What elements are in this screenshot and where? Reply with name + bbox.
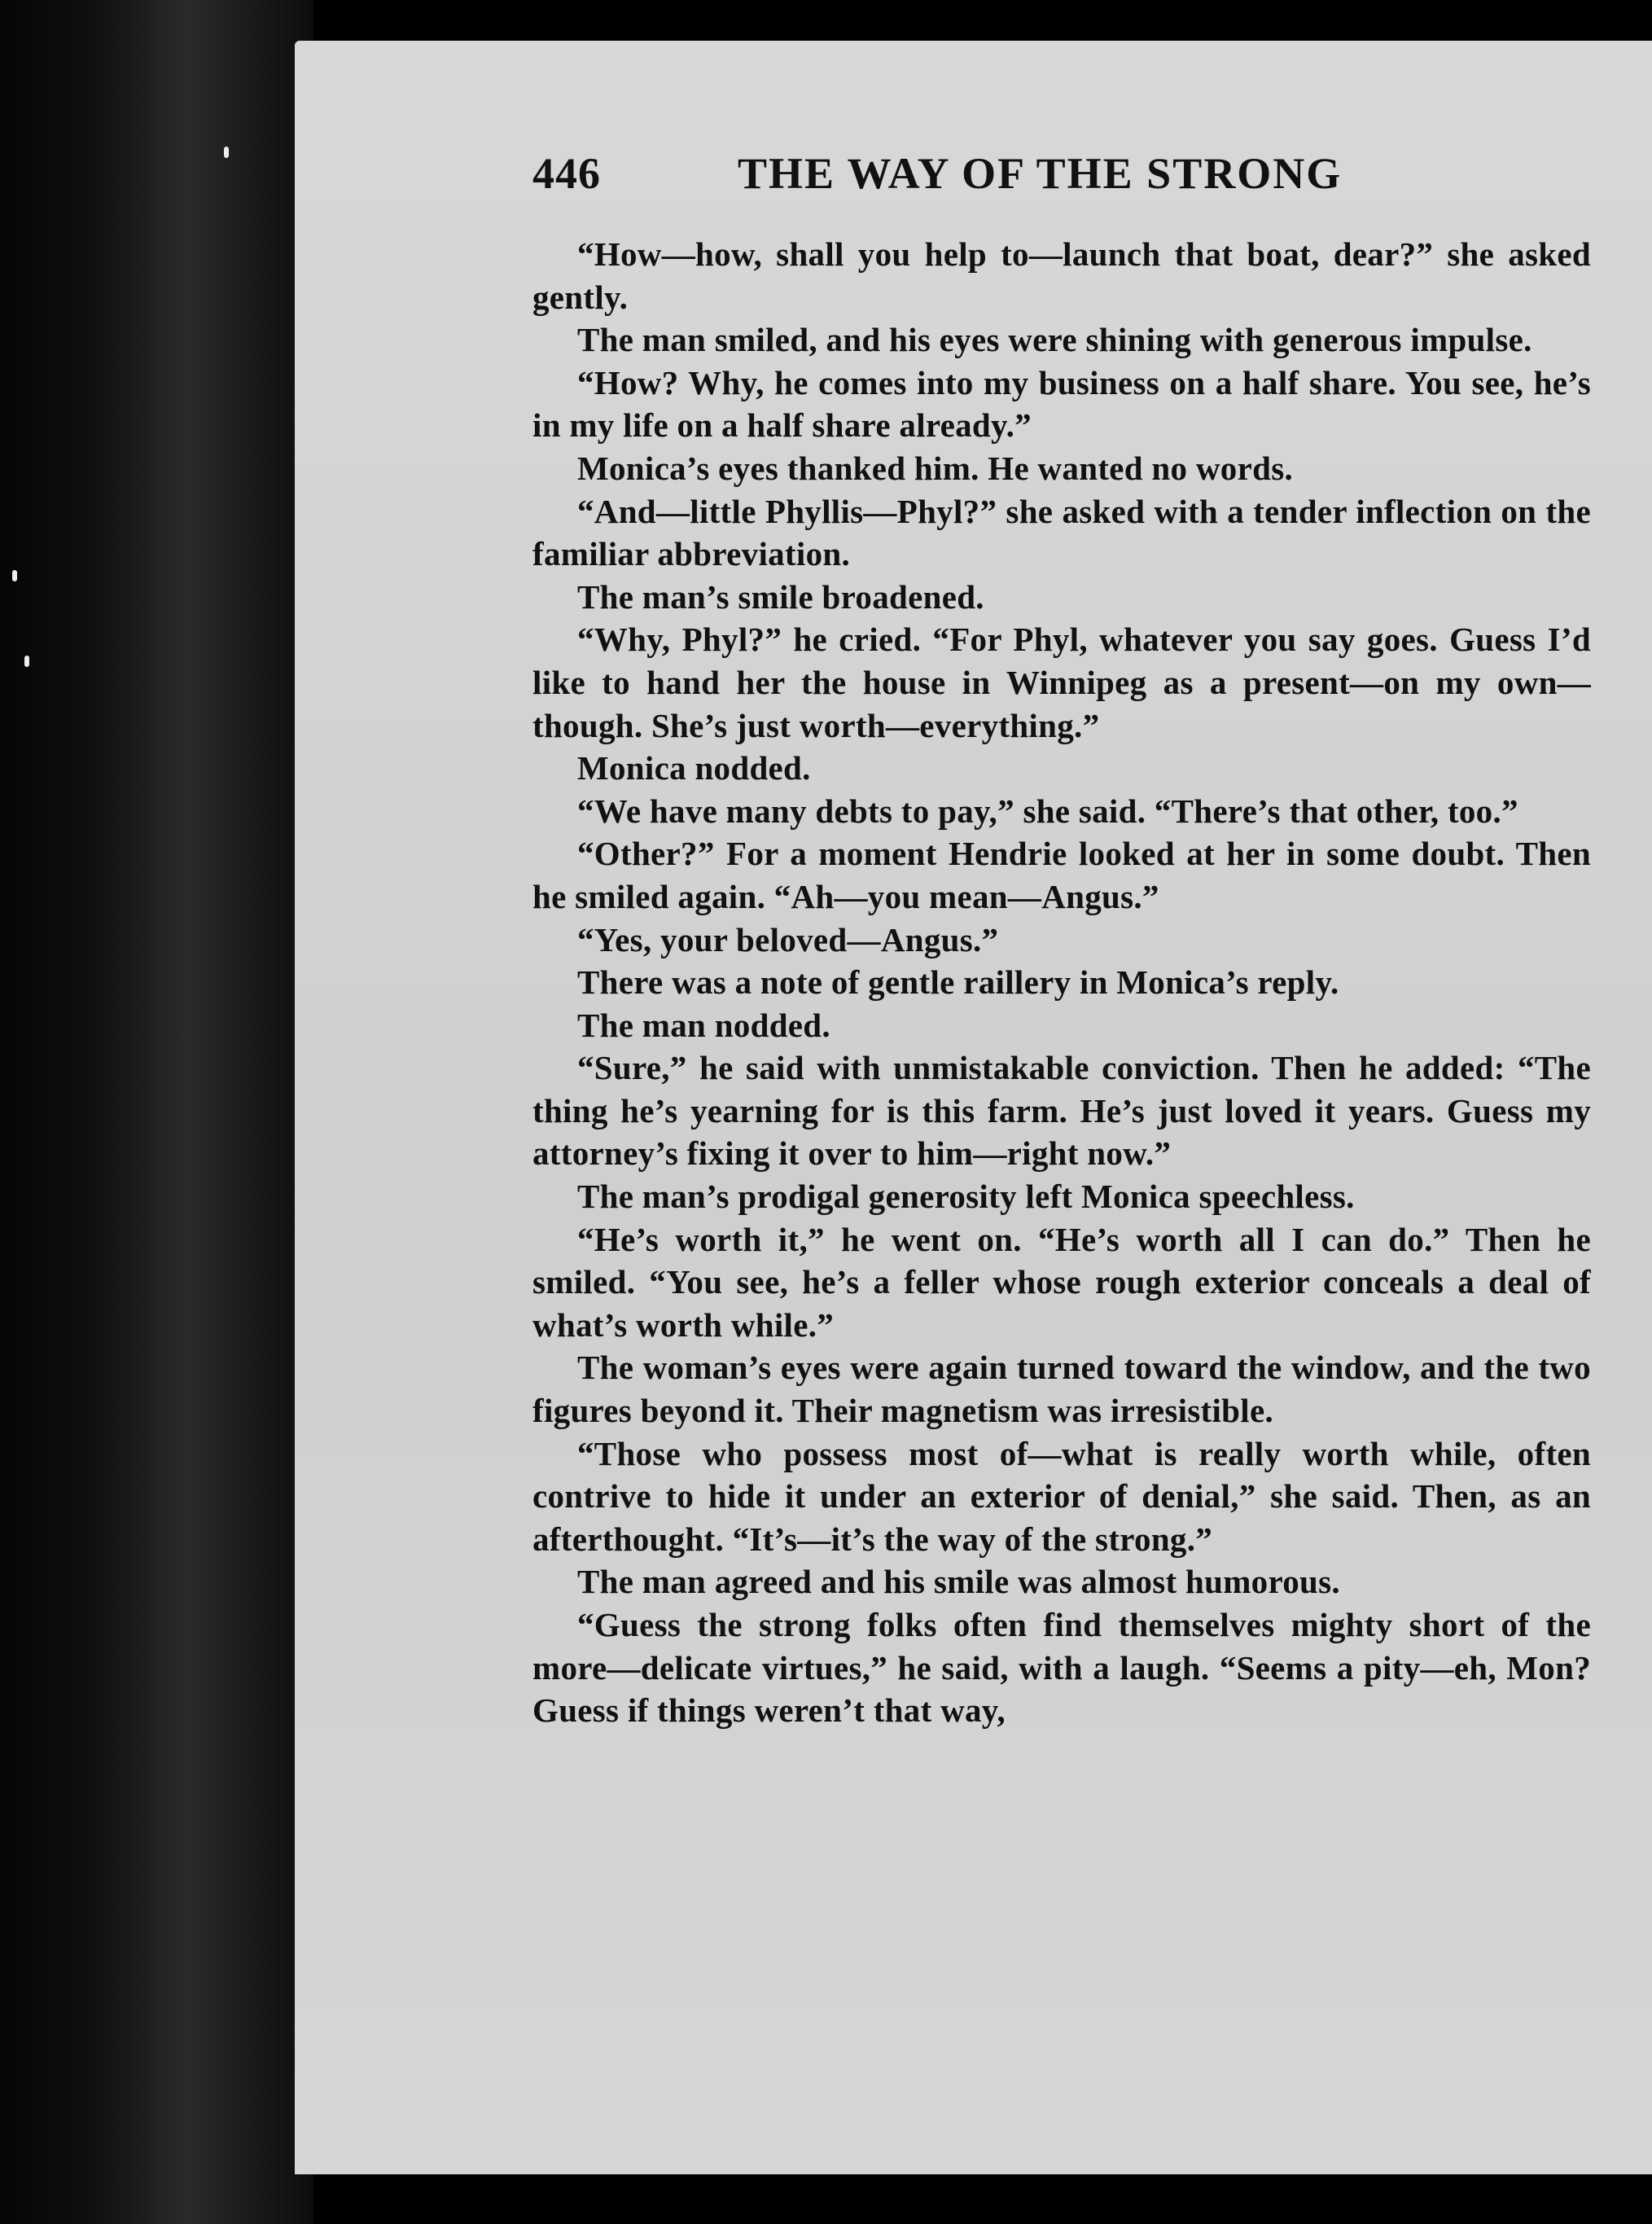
scan-speck: [24, 656, 29, 667]
paragraph: The man agreed and his smile was almost humorous.: [577, 1563, 1340, 1601]
scan-speck: [224, 147, 229, 158]
paragraph: “Sure,” he said with unmistakable conviction. Then he added: “The thing he’s yearning for is this farm. He’s just loved it years. Guess my attorney’s fixing it over to him—right now.”: [532, 1049, 1591, 1173]
book-page: [295, 41, 1652, 2174]
paragraph: “Those who possess most of—what is really worth while, often contrive to hide it under an exterior of denial,” she said. Then, as an afterthought. “It’s—it’s the way of the strong.”: [532, 1434, 1591, 1558]
page-number: 446: [532, 149, 601, 198]
paragraph: The man’s smile broadened.: [577, 577, 984, 616]
paragraph: “He’s worth it,” he went on. “He’s worth all I can do.” Then he smiled. “You see, he’s a feller whose rough exterior conceals a deal of what’s worth while.”: [532, 1220, 1591, 1344]
scan-speck: [12, 570, 17, 581]
paragraph: There was a note of gentle raillery in Monica’s reply.: [577, 963, 1339, 1002]
paragraph: Monica nodded.: [577, 749, 811, 787]
paragraph: “Other?” For a moment Hendrie looked at her in some doubt. Then he smiled again. “Ah—you mean—Angus.”: [532, 835, 1591, 915]
paragraph: “And—little Phyllis—Phyl?” she asked with a tender inflection on the familiar abbreviation.: [532, 492, 1591, 573]
page-header: [532, 148, 1591, 197]
paragraph: The man smiled, and his eyes were shining with generous impulse.: [577, 321, 1532, 359]
paragraph: “How—how, shall you help to—launch that boat, dear?” she asked gently.: [532, 235, 1591, 316]
paragraph: The man nodded.: [577, 1006, 830, 1044]
paragraph: Monica’s eyes thanked him. He wanted no words.: [577, 449, 1294, 487]
paragraph: “Why, Phyl?” he cried. “For Phyl, whatever you say goes. Guess I’d like to hand her the house in Winnipeg as a present—on my own—though. She’s just worth—everything.”: [532, 621, 1591, 744]
body-text: [532, 233, 1591, 1732]
paragraph: “How? Why, he comes into my business on a half share. You see, he’s in my life on a half share already.”: [532, 363, 1591, 445]
book-spine-shadow: [0, 0, 313, 2224]
paragraph: The woman’s eyes were again turned toward the window, and the two figures beyond it. Their magnetism was irresistible.: [532, 1349, 1591, 1430]
running-title: THE WAY OF THE STRONG: [738, 149, 1343, 198]
paragraph: “Guess the strong folks often find themselves mighty short of the more—delicate virtues,” he said, with a laugh. “Seems a pity—eh, Mon? Guess if things weren’t that way,: [532, 1606, 1591, 1730]
paragraph: The man’s prodigal generosity left Monica speechless.: [577, 1178, 1355, 1216]
paragraph: “Yes, your beloved—Angus.”: [577, 920, 999, 958]
paragraph: “We have many debts to pay,” she said. “There’s that other, too.”: [577, 792, 1518, 830]
